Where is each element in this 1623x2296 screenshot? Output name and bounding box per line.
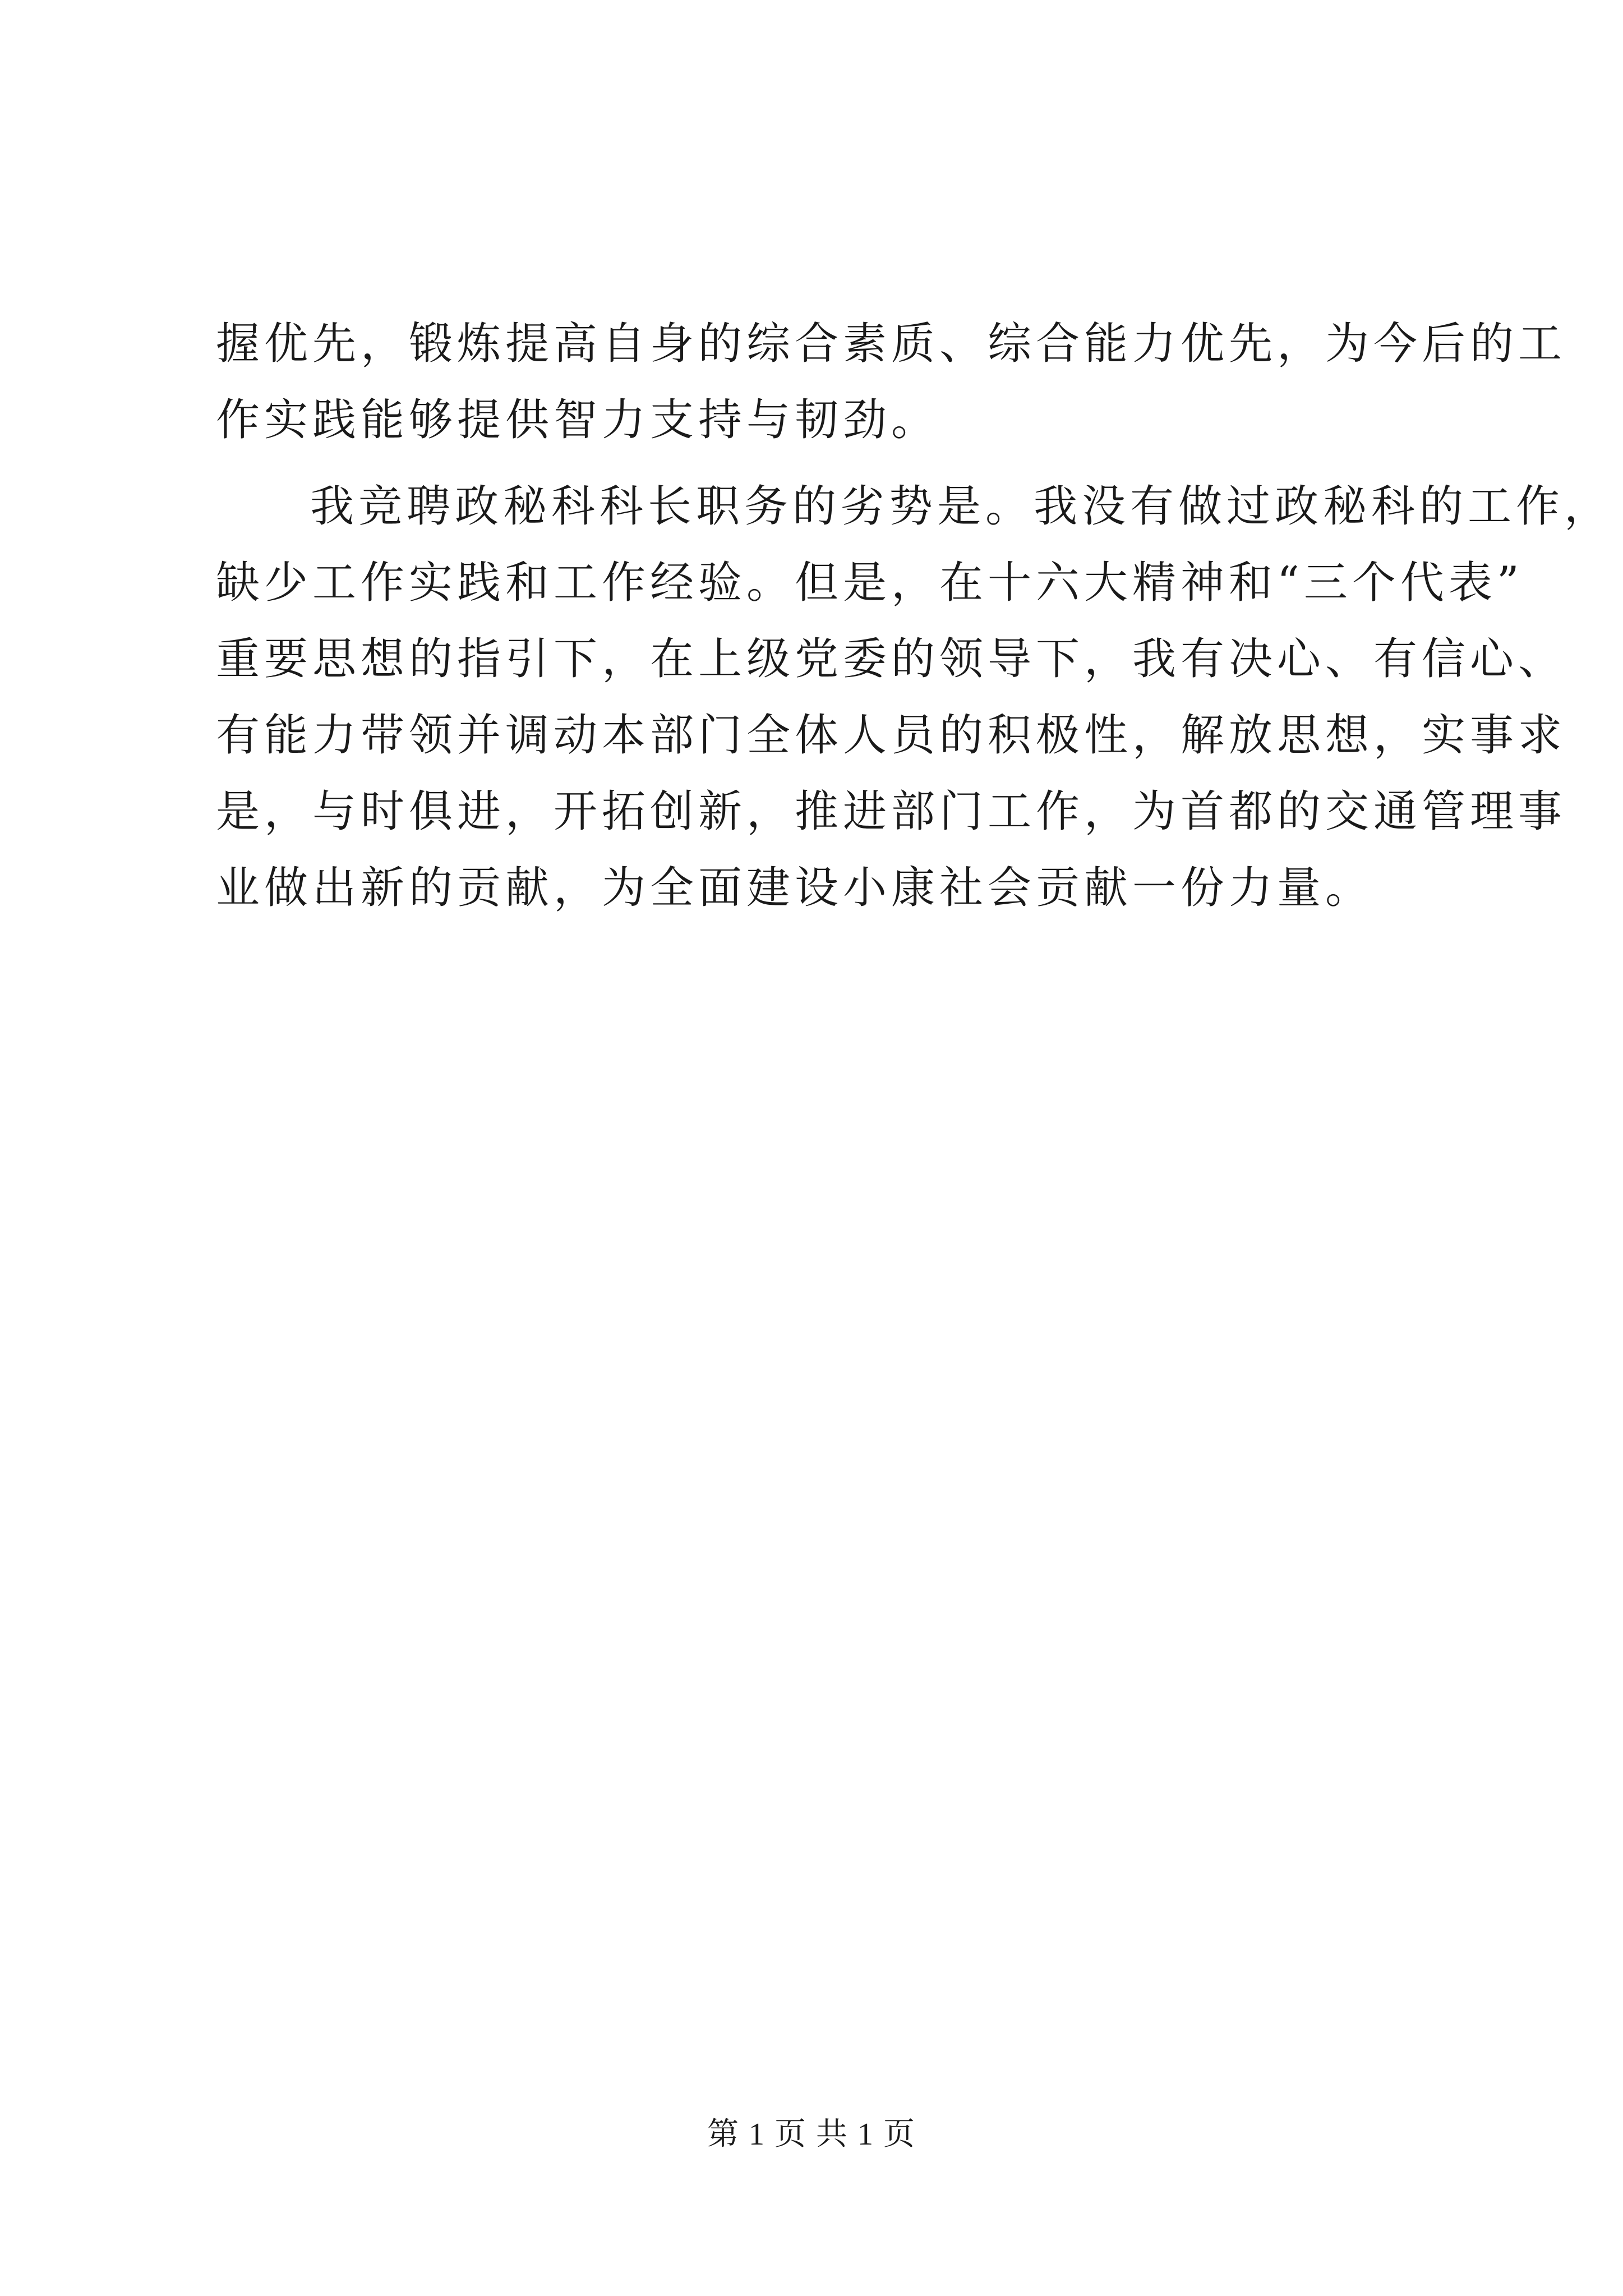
paragraph-1 xyxy=(216,306,1567,458)
paragraph-2 xyxy=(216,468,1613,926)
text-line: 重要思想的指引下，在上级党委的领导下，我有决心、有信心、 xyxy=(216,634,1567,684)
document-body xyxy=(216,306,1613,926)
text-line: 有能力带领并调动本部门全体人员的积极性，解放思想，实事求 xyxy=(216,710,1567,761)
text-line: 握优先，锻炼提高自身的综合素质、综合能力优先，为今后的工 xyxy=(216,319,1567,369)
text-line: 作实践能够提供智力支持与韧劲。 xyxy=(216,395,940,445)
page-number-footer: 第 1 页 共 1 页 xyxy=(707,2117,916,2152)
text-line: 缺少工作实践和工作经验。但是，在十六大精神和“三个代表” xyxy=(216,558,1524,608)
text-line: 是，与时俱进，开拓创新，推进部门工作，为首都的交通管理事 xyxy=(216,786,1567,837)
paragraph-gap xyxy=(216,458,1478,468)
text-line: 业做出新的贡献，为全面建设小康社会贡献一份力量。 xyxy=(216,863,1374,913)
text-line: 我竞聘政秘科科长职务的劣势是。我没有做过政秘科的工作， xyxy=(310,481,1613,532)
